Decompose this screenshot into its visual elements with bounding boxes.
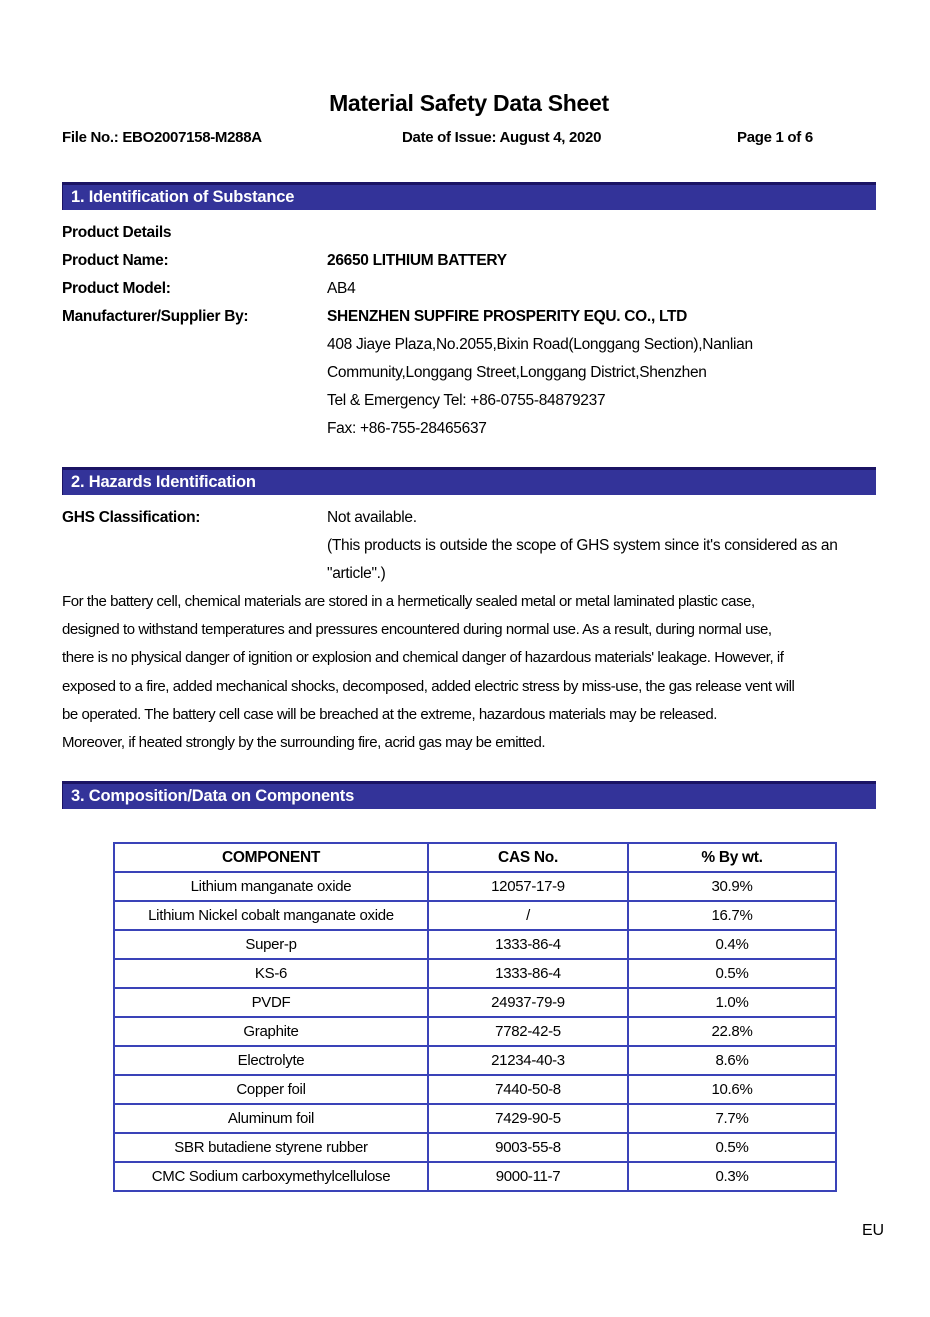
weight-cell: 30.9% <box>628 872 836 901</box>
component-cell: CMC Sodium carboxymethylcellulose <box>114 1162 428 1191</box>
weight-cell: 8.6% <box>628 1046 836 1075</box>
section-2-body <box>62 504 876 757</box>
ghs-note-row <box>62 560 876 588</box>
table-row <box>114 1075 836 1104</box>
paragraph-line: exposed to a fire, added mechanical shocks, decomposed, added electric stress by miss-use, the gas release vent will <box>62 677 795 695</box>
component-cell: Electrolyte <box>114 1046 428 1075</box>
weight-cell: 22.8% <box>628 1017 836 1046</box>
ghs-classification-value: Not available. <box>327 509 417 526</box>
weight-cell: 0.5% <box>628 959 836 988</box>
address-line-2: Community,Longgang Street,Longgang District,Shenzhen <box>327 364 707 381</box>
weight-cell: 7.7% <box>628 1104 836 1133</box>
cas-cell: 24937-79-9 <box>428 988 628 1017</box>
weight-cell: 10.6% <box>628 1075 836 1104</box>
component-cell: Aluminum foil <box>114 1104 428 1133</box>
ghs-note-row <box>62 532 876 560</box>
table-row <box>114 872 836 901</box>
address-line-1: 408 Jiaye Plaza,No.2055,Bixin Road(Longgang Section),Nanlian <box>327 336 753 353</box>
component-cell: Lithium Nickel cobalt manganate oxide <box>114 901 428 930</box>
table-row <box>114 1046 836 1075</box>
product-details-row <box>62 219 876 247</box>
product-model-label: Product Model: <box>62 280 171 297</box>
paragraph-line: designed to withstand temperatures and pressures encountered during normal use. As a result, during normal use, <box>62 621 772 639</box>
cas-cell: / <box>428 901 628 930</box>
table-header-row <box>114 843 836 872</box>
address-row <box>62 331 876 359</box>
fax-row <box>62 415 876 443</box>
component-cell: Lithium manganate oxide <box>114 872 428 901</box>
hazards-paragraph <box>62 588 876 757</box>
product-model-value: AB4 <box>327 280 356 297</box>
document-meta <box>62 129 876 149</box>
table-row <box>114 988 836 1017</box>
table-row <box>114 1104 836 1133</box>
column-header-cas: CAS No. <box>428 843 628 872</box>
weight-cell: 16.7% <box>628 901 836 930</box>
weight-cell: 1.0% <box>628 988 836 1017</box>
cas-cell: 21234-40-3 <box>428 1046 628 1075</box>
cas-cell: 7440-50-8 <box>428 1075 628 1104</box>
manufacturer-label: Manufacturer/Supplier By: <box>62 308 249 325</box>
column-header-component: COMPONENT <box>114 843 428 872</box>
component-cell: Copper foil <box>114 1075 428 1104</box>
section-3-heading: 3. Composition/Data on Components <box>62 781 876 809</box>
weight-cell: 0.5% <box>628 1133 836 1162</box>
component-cell: PVDF <box>114 988 428 1017</box>
cas-cell: 9003-55-8 <box>428 1133 628 1162</box>
paragraph-line: there is no physical danger of ignition or explosion and chemical danger of hazardous materials' leakage. However, if <box>62 649 784 667</box>
column-header-weight: % By wt. <box>628 843 836 872</box>
manufacturer-row <box>62 303 876 331</box>
cas-cell: 9000-11-7 <box>428 1162 628 1191</box>
table-row <box>114 901 836 930</box>
component-cell: KS-6 <box>114 959 428 988</box>
component-cell: Super-p <box>114 930 428 959</box>
date-of-issue: Date of Issue: August 4, 2020 <box>402 129 602 146</box>
fax-value: Fax: +86-755-28465637 <box>327 420 487 437</box>
cas-cell: 7429-90-5 <box>428 1104 628 1133</box>
cas-cell: 1333-86-4 <box>428 959 628 988</box>
section-2-heading: 2. Hazards Identification <box>62 467 876 495</box>
address-row <box>62 359 876 387</box>
paragraph-line: be operated. The battery cell case will be breached at the extreme, hazardous materials may be released. <box>62 705 717 723</box>
table-row <box>114 1017 836 1046</box>
region-code: EU <box>862 1222 884 1239</box>
section-1-heading: 1. Identification of Substance <box>62 182 876 210</box>
manufacturer-value: SHENZHEN SUPFIRE PROSPERITY EQU. CO., LTD <box>327 308 688 325</box>
weight-cell: 0.4% <box>628 930 836 959</box>
component-cell: Graphite <box>114 1017 428 1046</box>
ghs-classification-label: GHS Classification: <box>62 509 201 526</box>
page-number: Page 1 of 6 <box>737 129 813 146</box>
product-details-label: Product Details <box>62 224 172 241</box>
paragraph-line: Moreover, if heated strongly by the surrounding fire, acrid gas may be emitted. <box>62 733 546 751</box>
ghs-note-line-2: "article".) <box>327 565 386 582</box>
cas-cell: 7782-42-5 <box>428 1017 628 1046</box>
telephone-row <box>62 387 876 415</box>
page-title: Material Safety Data Sheet <box>329 90 609 116</box>
product-name-row <box>62 247 876 275</box>
table-row <box>114 1162 836 1191</box>
weight-cell: 0.3% <box>628 1162 836 1191</box>
product-name-value: 26650 LITHIUM BATTERY <box>327 252 507 269</box>
table-row <box>114 1133 836 1162</box>
table-row <box>114 930 836 959</box>
file-number: File No.: EBO2007158-M288A <box>62 129 262 146</box>
product-model-row <box>62 275 876 303</box>
composition-table <box>113 842 837 1192</box>
product-name-label: Product Name: <box>62 252 169 269</box>
component-cell: SBR butadiene styrene rubber <box>114 1133 428 1162</box>
cas-cell: 1333-86-4 <box>428 930 628 959</box>
ghs-classification-row <box>62 504 876 532</box>
ghs-note-line-1: (This products is outside the scope of GHS system since it's considered as an <box>327 537 838 554</box>
section-1-body <box>62 219 876 443</box>
cas-cell: 12057-17-9 <box>428 872 628 901</box>
paragraph-line: For the battery cell, chemical materials are stored in a hermetically sealed metal or metal laminated plastic case, <box>62 593 755 610</box>
telephone-value: Tel & Emergency Tel: +86-0755-84879237 <box>327 392 606 409</box>
table-row <box>114 959 836 988</box>
